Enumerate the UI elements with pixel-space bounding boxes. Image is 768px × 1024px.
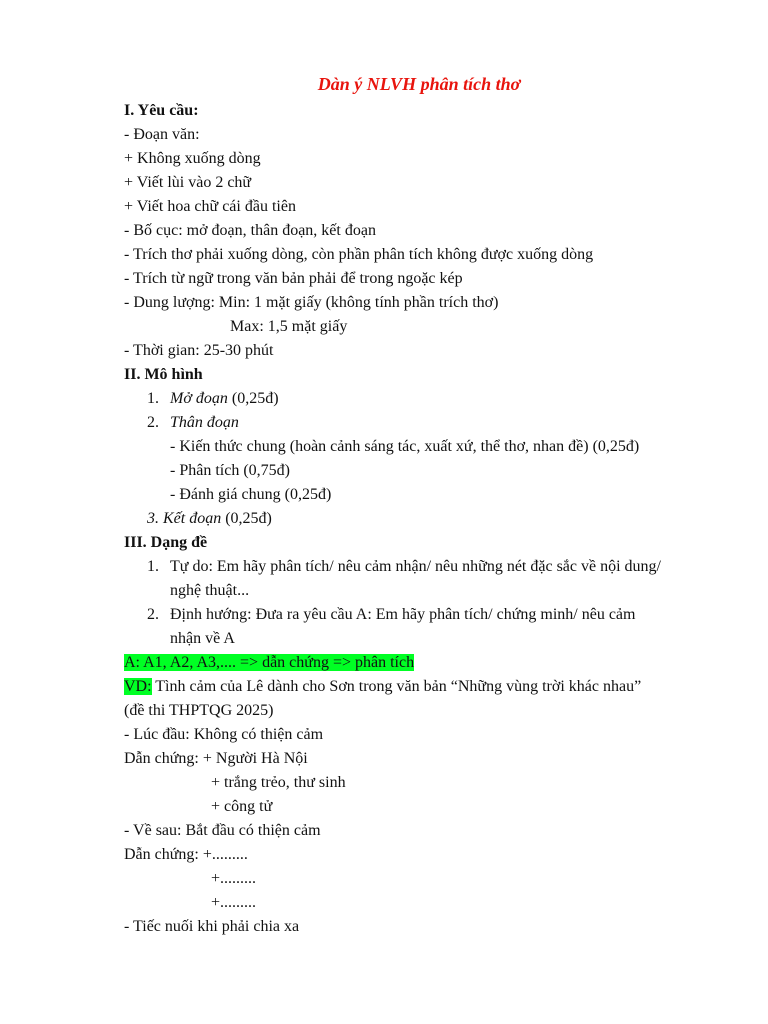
requirement-line: Max: 1,5 mặt giấy	[230, 318, 348, 335]
document-title: Dàn ý NLVH phân tích thơ	[317, 74, 521, 94]
model-item-number: 1.	[147, 390, 159, 407]
formula-line	[124, 651, 414, 675]
example-label: VD:	[124, 678, 152, 695]
requirement-line: - Bố cục: mở đoạn, thân đoạn, kết đoạn	[124, 222, 376, 239]
requirement-line: - Trích từ ngữ trong văn bản phải để trong ngoặc kép	[124, 270, 463, 287]
model-item-number: 2.	[147, 414, 159, 431]
model-item-score: (0,25đ)	[227, 390, 279, 407]
section-heading-question-types: III. Dạng đề	[124, 534, 208, 551]
question-type-text: nghệ thuật...	[170, 582, 250, 599]
example-line: (đề thi THPTQG 2025)	[124, 702, 274, 719]
example-line: +.........	[211, 870, 257, 887]
requirement-line: + Viết lùi vào 2 chữ	[124, 174, 252, 191]
model-item-body: Thân đoạn	[170, 414, 239, 431]
example-line	[124, 675, 641, 699]
requirement-line: + Viết hoa chữ cái đầu tiên	[124, 198, 296, 215]
section-heading-requirements: I. Yêu cầu:	[124, 102, 199, 119]
highlighted-formula: A: A1, A2, A3,.... => dẫn chứng => phân tích	[124, 654, 415, 671]
example-line: Dẫn chứng: + Người Hà Nội	[124, 750, 308, 767]
model-item-score: (0,25đ)	[221, 510, 272, 527]
example-text: Tình cảm của Lê dành cho Sơn trong văn bản “Những vùng trời khác nhau”	[151, 678, 642, 695]
requirement-line: - Đoạn văn:	[124, 126, 200, 143]
model-subitem: - Đánh giá chung (0,25đ)	[170, 486, 332, 503]
example-line: + trắng trẻo, thư sinh	[211, 774, 346, 791]
question-type-text: Định hướng: Đưa ra yêu cầu A: Em hãy phân tích/ chứng minh/ nêu cảm	[170, 606, 636, 623]
requirement-line: - Trích thơ phải xuống dòng, còn phần phân tích không được xuống dòng	[124, 246, 594, 263]
section-heading-model: II. Mô hình	[124, 366, 203, 383]
model-subitem: - Kiến thức chung (hoàn cảnh sáng tác, xuất xứ, thể thơ, nhan đề) (0,25đ)	[170, 438, 640, 455]
example-line: - Lúc đầu: Không có thiện cảm	[124, 726, 324, 743]
requirement-line: - Dung lượng: Min: 1 mặt giấy (không tính phần trích thơ)	[124, 294, 499, 311]
question-type-text: Tự do: Em hãy phân tích/ nêu cảm nhận/ nêu những nét đặc sắc về nội dung/	[170, 558, 661, 575]
example-line: Dẫn chứng: +.........	[124, 846, 248, 863]
model-item-intro	[170, 387, 279, 411]
example-line: +.........	[211, 894, 257, 911]
model-item-label: 3. Kết đoạn	[147, 510, 222, 527]
example-line: - Tiếc nuối khi phải chia xa	[124, 918, 300, 935]
model-subitem: - Phân tích (0,75đ)	[170, 462, 290, 479]
model-item-label: Mở đoạn	[170, 390, 228, 407]
question-type-number: 2.	[147, 606, 159, 623]
requirement-line: + Không xuống dòng	[124, 150, 261, 167]
example-line: - Về sau: Bắt đầu có thiện cảm	[124, 822, 321, 839]
requirement-line: - Thời gian: 25-30 phút	[124, 342, 274, 359]
question-type-text: nhận về A	[170, 630, 235, 647]
example-line: + công tử	[211, 798, 273, 815]
question-type-number: 1.	[147, 558, 159, 575]
model-item-conclusion	[147, 507, 272, 531]
